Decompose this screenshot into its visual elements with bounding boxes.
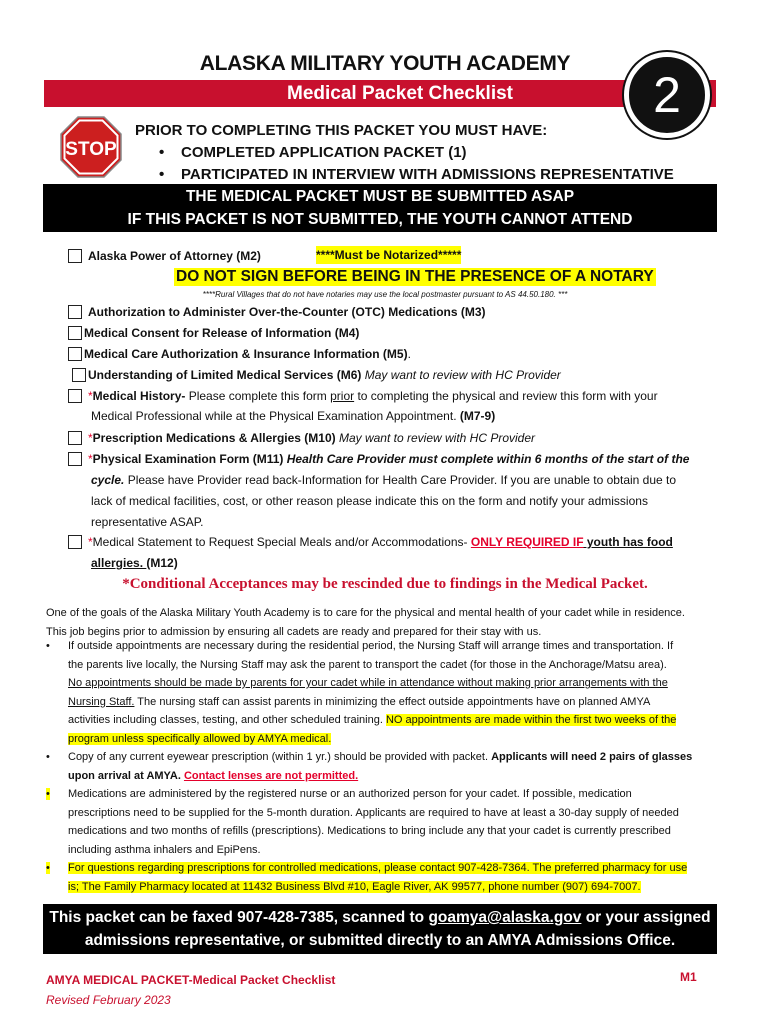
rural-villages-note: ****Rural Villages that do not have notaries may use the local postmaster pursuant to AS 44.50.180. *** [202, 290, 568, 299]
checklist-item-consent: Medical Consent for Release of Information (M4) [68, 323, 359, 343]
checkbox[interactable] [68, 326, 82, 340]
intro-paragraph: One of the goals of the Alaska Military Youth Academy is to care for the physical and mental health of your cadet while in residence. This job begins prior to admission by ensuring all cadets are ready and prepared for their stay with us. [46, 607, 685, 638]
packet-number-badge: 2 [624, 52, 710, 138]
document-footer [46, 970, 335, 1010]
banner-line: IF THIS PACKET IS NOT SUBMITTED, THE YOUTH CANNOT ATTEND [127, 211, 633, 228]
physical-exam-continued: representative ASAP. [91, 515, 204, 529]
footer-document-name: AMYA MEDICAL PACKET-Medical Packet Checklist [46, 973, 336, 987]
bullet-icon: • [46, 862, 50, 874]
document-title: ALASKA MILITARY YOUTH ACADEMY [199, 52, 571, 75]
checkbox[interactable] [68, 452, 82, 466]
submission-instructions-banner: This packet can be faxed 907-428-7385, scanned to goamya@alaska.gov or your assigned admissions representative, or submitted directly to an AMYA Admissions Office. [43, 904, 717, 954]
checkbox[interactable] [68, 249, 82, 263]
physical-exam-continued: cycle. Please have Provider read back-Information for Health Care Provider. If you are unable to obtain due to [91, 473, 677, 487]
email-link[interactable]: goamya@alaska.gov [428, 909, 582, 926]
checklist-item-care-authorization: Medical Care Authorization & Insurance Information (M5). [68, 344, 411, 364]
bullet-icon: • [46, 788, 50, 800]
prerequisite-item: • PARTICIPATED IN INTERVIEW WITH ADMISSIONS REPRESENTATIVE [135, 164, 674, 186]
checklist-item-prescriptions: *Prescription Medications & Allergies (M10) May want to review with HC Provider [68, 428, 535, 448]
checkbox[interactable] [68, 389, 82, 403]
checklist-item-medical-history: *Medical History- Please complete this form prior to completing the physical and review this form with your [68, 386, 658, 406]
notary-warning: DO NOT SIGN BEFORE BEING IN THE PRESENCE OF A NOTARY [176, 268, 654, 285]
footer-revision: Revised February 2023 [46, 993, 171, 1007]
bullet-medications: Medications are administered by the registered nurse or an authorized person for your cadet. If possible, medication prescriptions need to be supplied for the 5-month duration. Applicants are required to have at least a 30-day supply of needed medications and two months of refills (prescriptions). Medications to bring include any that your cadet is currently prescribed including asthma inhalers and EpiPens. [68, 788, 679, 856]
checklist-item-power-of-attorney: Alaska Power of Attorney (M2) [68, 246, 261, 266]
prerequisites [135, 120, 674, 186]
checklist-item-otc: Authorization to Administer Over-the-Counter (OTC) Medications (M3) [68, 302, 486, 322]
physical-exam-continued: lack of medical facilities, cost, or other reason please indicate this on the form and notify your admissions [91, 494, 648, 508]
bullet-eyewear: Copy of any current eyewear prescription (within 1 yr.) should be provided with packet. Applicants will need 2 pairs of glasses upon arrival at AMYA. Contact lenses are not permitted. [68, 751, 693, 782]
bullet-icon: • [46, 640, 50, 652]
document-subtitle: Medical Packet Checklist [44, 80, 716, 107]
stop-sign-label: STOP [65, 139, 117, 160]
checklist-item-physical-exam: *Physical Examination Form (M11) Health Care Provider must complete within 6 months of the start of the [68, 449, 689, 469]
checkbox[interactable] [68, 431, 82, 445]
special-meals-continued: allergies. (M12) [91, 556, 178, 570]
medical-history-continued: Medical Professional while at the Physical Examination Appointment. (M7-9) [91, 409, 496, 423]
checklist-item-special-meals: *Medical Statement to Request Special Meals and/or Accommodations- ONLY REQUIRED IF youth has food [68, 532, 673, 552]
checkbox[interactable] [68, 535, 82, 549]
bullet-icon: • [46, 751, 50, 763]
notarized-note: ****Must be Notarized***** [316, 248, 462, 262]
banner-line: THE MEDICAL PACKET MUST BE SUBMITTED ASAP [185, 188, 575, 205]
bullet-pharmacy: For questions regarding prescriptions for controlled medications, please contact 907-428-7364. The preferred pharmacy for use is; The Family Pharmacy located at 11432 Business Blvd #10, Eagle River, AK 99577, phone number (907) 694-7007. [68, 862, 688, 893]
checklist-item-limited-services: Understanding of Limited Medical Services (M6) May want to review with HC Provider [72, 365, 561, 385]
prerequisite-item: • COMPLETED APPLICATION PACKET (1) [135, 142, 674, 164]
conditional-acceptance-warning: *Conditional Acceptances may be rescinded due to findings in the Medical Packet. [122, 576, 648, 592]
page-number: M1 [680, 970, 697, 984]
checkbox[interactable] [68, 347, 82, 361]
submission-banner [43, 184, 717, 232]
stop-sign-icon [60, 116, 122, 178]
prerequisites-heading: PRIOR TO COMPLETING THIS PACKET YOU MUST HAVE: [135, 122, 548, 139]
checkbox[interactable] [72, 368, 86, 382]
checkbox[interactable] [68, 305, 82, 319]
bullet-outside-appointments: If outside appointments are necessary during the residential period, the Nursing Staff will arrange times and transportation. If the parents live locally, the Nursing Staff may ask the parent to transport the cadet (for those in the Anchorage/Matsu area). No appointments should be made by parents for your cadet while in attendance without making prior arrangements with the Nursing Staff. The nursing staff can assist parents in minimizing the effect outside appointments have on planned AMYA activities including classes, testing, and other scheduled training. NO appointments are made within the first two weeks of the program unless specifically allowed by AMYA medical. [68, 640, 677, 745]
